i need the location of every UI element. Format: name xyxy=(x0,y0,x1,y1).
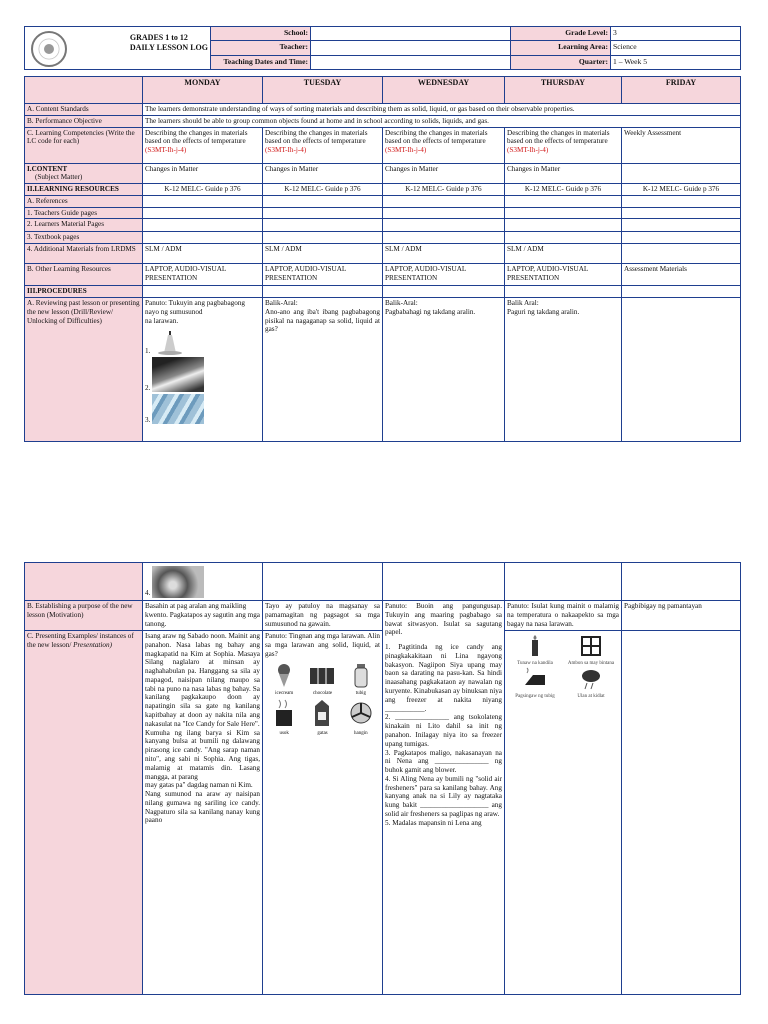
quarter-label: Quarter: xyxy=(511,55,611,69)
slm-thu: SLM / ADM xyxy=(505,244,622,264)
laptop-mon: LAPTOP, AUDIO-VISUAL PRESENTATION xyxy=(143,264,263,286)
melc-fri: K-12 MELC- Guide p 376 xyxy=(622,184,741,196)
ice-cream-icon xyxy=(271,662,297,688)
steaming-pot-icon xyxy=(271,698,297,728)
melc-mon: K-12 MELC- Guide p 376 xyxy=(143,184,263,196)
header-block xyxy=(24,26,740,70)
rain-cloud-icon xyxy=(579,667,603,691)
school-field[interactable] xyxy=(311,27,511,41)
content-standards-label: A. Content Standards xyxy=(25,104,143,116)
slm-wed: SLM / ADM xyxy=(383,244,505,264)
motivation-label: B. Establishing a purpose of the new lesson (Motivation) xyxy=(25,601,143,631)
content-standards: The learners demonstrate understanding of ways of sorting materials and describing them as solid, liquid, or gas based on their observable properties. xyxy=(143,104,741,116)
melc-tue: K-12 MELC- Guide p 376 xyxy=(263,184,383,196)
laptop-thu: LAPTOP, AUDIO-VISUAL PRESENTATION xyxy=(505,264,622,286)
review-mon: Panuto: Tukuyin ang pagbabagong nayo ng sumusunod na larawan. 1. 2. 3. xyxy=(143,298,263,442)
slm-mon: SLM / ADM xyxy=(143,244,263,264)
motivation-mon: Basahin at pag aralan ang maikling kwento. Pagkatapos ay sagutin ang mga tanong. xyxy=(143,601,263,631)
milk-carton-icon xyxy=(309,698,335,728)
area-field[interactable]: Science xyxy=(611,41,741,55)
competencies-label: C. Learning Competencies (Write the LC code for each) xyxy=(25,127,143,163)
melc-thu: K-12 MELC- Guide p 376 xyxy=(505,184,622,196)
title-cell xyxy=(25,27,211,70)
iron-steam-icon xyxy=(521,667,549,691)
motivation-fri: Pagbibigay ng pamantayan xyxy=(622,601,741,631)
laptop-tue: LAPTOP, AUDIO-VISUAL PRESENTATION xyxy=(263,264,383,286)
title-line2: DAILY LESSON LOG xyxy=(129,42,208,52)
procedures-label: III.PROCEDURES xyxy=(25,286,143,298)
day-wednesday: WEDNESDAY xyxy=(383,77,505,104)
competency-tue: Describing the changes in materials based on the effects of temperature (S3MT-Ih-j-4) xyxy=(263,127,383,163)
steaming-kettle-image xyxy=(152,357,204,392)
lesson-table-2 xyxy=(24,562,740,995)
chocolate-icon xyxy=(307,662,337,688)
wednesday-activity: Panuto: Buoin ang pangungusap. Tukuyin ang maaring pagbabago sa bawat sitwasyon. Isulat sa sagutang papel. 1. Pagtitinda ng ice candy ang pinagkakakitaan ni Lina ngayong bakasyon. Nagiipon Siya upang may baon sa darating na pasu-kan. Sa hindi inaasahang pagkakataon ay nawalan ng kuryente. Kinabukasan ay binuksan niya ang freezer at nakita niyang ___________. 2. _______________ ang tsokolateng kinakain ni Lito dahil sa init ng panahon. Inilagay niya ito sa freezer upang tumigas. 3. Pagkatapos maligo, nakasanayan na ni Nena ang _______________ ng buhok gamit ang blower. 4. Si Aling Nena ay bumili ng "solid air fresheners" para sa kanilang bahay. Ang kanyang anak na si Lily ay nagtataka kung bakit ___________________ ang solid air fresheners sa paglipas ng araw. 5. Madalas mapansin ni Lena ang xyxy=(383,601,505,995)
lesson-table-1 xyxy=(24,76,740,442)
content-tue: Changes in Matter xyxy=(263,163,383,184)
competency-fri: Weekly Assessment xyxy=(622,127,741,163)
melting-candle-icon xyxy=(523,634,547,658)
review-mon-cont: 4. xyxy=(143,563,263,601)
laptop-wed: LAPTOP, AUDIO-VISUAL PRESENTATION xyxy=(383,264,505,286)
school-label: School: xyxy=(211,27,311,41)
competency-mon: Describing the changes in materials based on the effects of temperature (S3MT-Ih-j-4) xyxy=(143,127,263,163)
dates-label: Teaching Dates and Time: xyxy=(211,55,311,69)
performance-label: B. Performance Objective xyxy=(25,115,143,127)
teacher-label: Teacher: xyxy=(211,41,311,55)
content-mon: Changes in Matter xyxy=(143,163,263,184)
water-bottle-icon xyxy=(351,662,371,688)
motivation-thu: Panuto: Isulat kung mainit o malamig na temperatura o nakaapekto sa mga bagay na nasa larawan. xyxy=(505,601,622,631)
review-tue: Balik-Aral: Ano-ano ang iba't ibang pagbabagong pisikal na nagaganap sa solid, liquid at gas? xyxy=(263,298,383,442)
area-label: Learning Area: xyxy=(511,41,611,55)
grade-label: Grade Level: xyxy=(511,27,611,41)
tg-label: 1. Teachers Guide pages xyxy=(25,207,143,219)
additional-label: 4. Additional Materials from LRDMS xyxy=(25,244,143,264)
wind-fan-icon xyxy=(346,698,376,728)
review-wed: Balik-Aral: Pagbabahagi ng takdang aralin. xyxy=(383,298,505,442)
day-monday: MONDAY xyxy=(143,77,263,104)
melc-wed: K-12 MELC- Guide p 376 xyxy=(383,184,505,196)
title-line1: GRADES 1 to 12 xyxy=(129,33,188,42)
content-label: I.CONTENT (Subject Matter) xyxy=(25,163,143,184)
review-label: A. Reviewing past lesson or presenting the new lesson (Drill/Review/ Unlocking of Difficulties) xyxy=(25,298,143,442)
competency-thu: Describing the changes in materials based on the effects of temperature (S3MT-Ih-j-4) xyxy=(505,127,622,163)
performance-objective: The learners should be able to group common objects found at home and in school according to solids, liquids, and gas. xyxy=(143,115,741,127)
references-label: A. References xyxy=(25,195,143,207)
other-resources-label: B. Other Learning Resources xyxy=(25,264,143,286)
tue-activity: Panuto: Tingnan ang mga larawan. Alin sa mga larawan ang solid, liquid, at gas? icecream chocolate tubig usok gatas hangin xyxy=(263,631,383,995)
presenting-label: C. Presenting Examples/ instances of the new lesson/ Presentation) xyxy=(25,631,143,995)
day-friday: FRIDAY xyxy=(622,77,741,104)
day-thursday: THURSDAY xyxy=(505,77,622,104)
grade-field[interactable]: 3 xyxy=(611,27,741,41)
content-thu: Changes in Matter xyxy=(505,163,622,184)
dates-field[interactable] xyxy=(311,55,511,69)
thu-activity: Tunaw na kandila Ambon sa may bintana Pagsingaw ng tubig Ulan at kidlat xyxy=(505,631,622,995)
competency-wed: Describing the changes in materials based on the effects of temperature (S3MT-Ih-j-4) xyxy=(383,127,505,163)
teacher-field[interactable] xyxy=(311,41,511,55)
resources-label: II.LEARNING RESOURCES xyxy=(25,184,143,196)
boiling-kettle-image xyxy=(152,566,204,598)
slm-tue: SLM / ADM xyxy=(263,244,383,264)
story-mon: Isang araw ng Sabado noon. Mainit ang panahon. Nasa labas ng bahay ang magkapatid na Kim at Sophia. Masaya Silang naglalaro at minsan ay naghahabulan pa. Hanggang sa sila ay mapagod, naisipan nilang maupo sa tabi na puno na nasa labas ng bahay. Sa kanilang pagkakaupo doon ay napatingin sila sa gate ng kanilang kapitbahay at doon ay nakita nila ang nakasulat na "Ice Candy for Sale Here". Kumuha ng ilang barya si Kim sa kanyang bulsa at bumili ng dalawang pirasong ice candy. "Ang sarap naman nito", ang sabi ni Sophia. Ang tigas, malamig at matamis din. Lasang mangga, at parang may gatas pa" dagdag naman ni Kim. Nang sumunod na araw ay naisipan nilang gumawa ng sariling ice candy. Nagpaturo sila sa kanilang nanay kung paano xyxy=(143,631,263,995)
window-icon xyxy=(579,634,603,658)
melting-candle-icon xyxy=(150,331,190,355)
ice-cubes-image xyxy=(152,394,204,424)
tb-label: 3. Textbook pages xyxy=(25,232,143,244)
content-wed: Changes in Matter xyxy=(383,163,505,184)
deped-seal-icon xyxy=(31,31,67,67)
motivation-tue: Tayo ay patuloy na magsanay sa pamamagitan ng pagsagot sa mga sumusunod na gawain. xyxy=(263,601,383,631)
assessment-materials: Assessment Materials xyxy=(622,264,741,286)
quarter-field[interactable]: 1 – Week 5 xyxy=(611,55,741,69)
lm-label: 2. Learners Material Pages xyxy=(25,219,143,232)
review-thu: Balik Aral: Paguri ng takdang aralin. xyxy=(505,298,622,442)
day-tuesday: TUESDAY xyxy=(263,77,383,104)
